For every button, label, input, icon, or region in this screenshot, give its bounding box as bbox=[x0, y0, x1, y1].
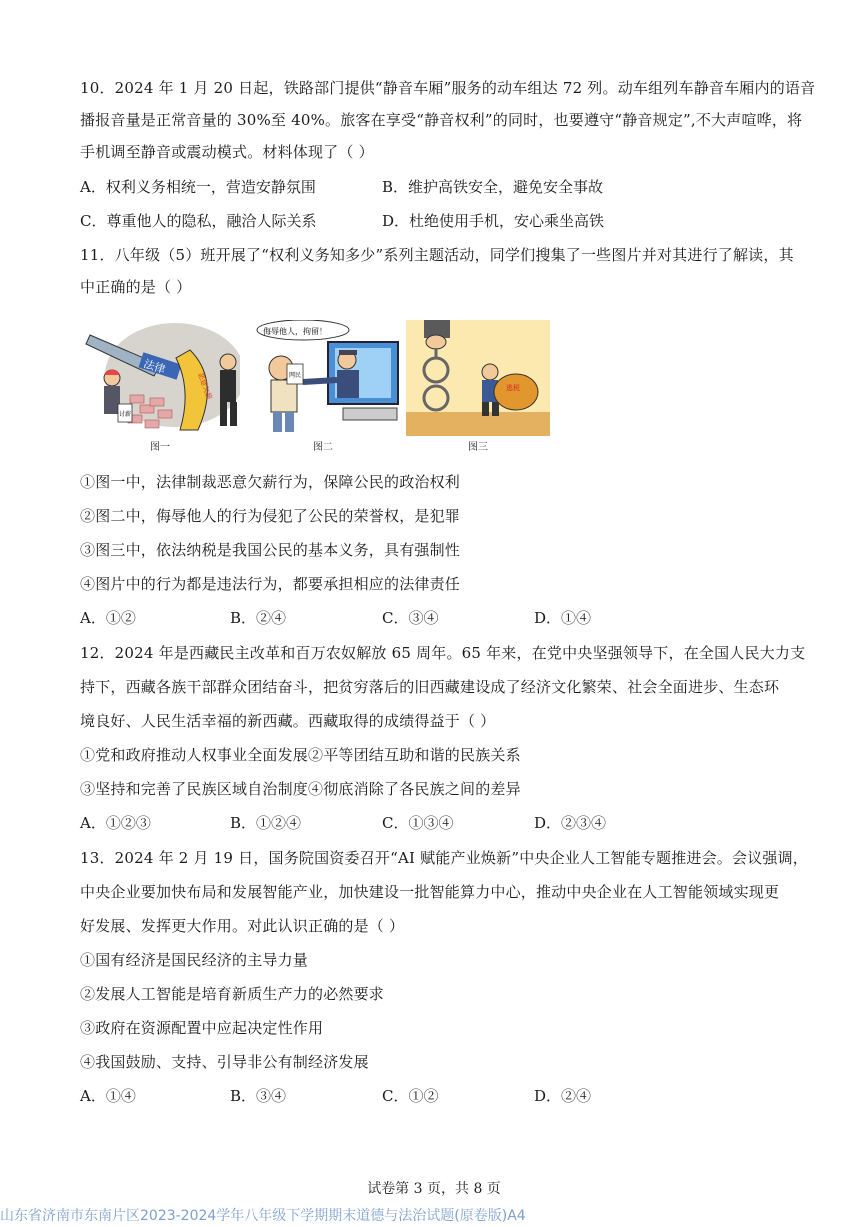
q13-statement-1: ①国有经济是国民经济的主导力量 bbox=[80, 951, 309, 969]
figure-2 bbox=[243, 320, 403, 453]
figure-1 bbox=[80, 320, 240, 453]
q12-option-a: A．①②③ bbox=[80, 814, 151, 832]
q10-option-c: C．尊重他人的隐私，融洽人际关系 bbox=[80, 212, 317, 230]
q12-option-d: D．②③④ bbox=[534, 814, 607, 832]
q13-stem-line-2: 中央企业要加快布局和发展智能产业，加快建设一批智能算力中心，推动中央企业在人工智能领域实现更 bbox=[80, 883, 780, 901]
figure-1-cartoon bbox=[80, 320, 240, 436]
q10-stem-line-2: 播报音量是正常音量的 30%至 40%。旅客在享受“静音权利”的同时，也要遵守“静音规定”,不大声喧哗，将 bbox=[80, 111, 803, 129]
q13-stem-line-1: 13．2024 年 2 月 19 日，国务院国资委召开“AI 赋能产业焕新”中央企业人工智能专题推进会。会议强调， bbox=[80, 849, 808, 867]
fig1-malicious-wage-label: 恶意欠薪 bbox=[196, 371, 214, 401]
q11-statement-3: ③图三中，依法纳税是我国公民的基本义务，具有强制性 bbox=[80, 541, 461, 559]
q13-option-a: A．①④ bbox=[80, 1087, 136, 1105]
q13-statement-2: ②发展人工智能是培育新质生产力的必然要求 bbox=[80, 985, 385, 1003]
q12-stem-line-2: 持下，西藏各族干部群众团结奋斗，把贫穷落后的旧西藏建设成了经济文化繁荣、社会全面进步、生态环 bbox=[80, 678, 780, 696]
q13-stem-line-3: 好发展、发挥更大作用。对此认识正确的是（ ） bbox=[80, 917, 405, 935]
q10-stem-line-3: 手机调至静音或震动模式。材料体现了（ ） bbox=[80, 143, 374, 161]
q12-stem-line-3: 境良好、人民生活幸福的新西藏。西藏取得的成绩得益于（ ） bbox=[80, 712, 496, 730]
q10-option-d: D．杜绝使用手机，安心乘坐高铁 bbox=[382, 212, 605, 230]
q11-option-a: A．①② bbox=[80, 609, 136, 627]
q13-option-d: D．②④ bbox=[534, 1087, 592, 1105]
q13-option-b: B．③④ bbox=[230, 1087, 287, 1105]
q11-option-c: C．③④ bbox=[382, 609, 439, 627]
figure-2-caption: 图二 bbox=[313, 442, 333, 453]
q11-stem-line-2: 中正确的是（ ） bbox=[80, 278, 192, 296]
figure-3 bbox=[406, 320, 550, 453]
q11-stem-line-1: 11．八年级（5）班开展了“权利义务知多少”系列主题活动，同学们搜集了一些图片并对其进行了解读，其 bbox=[80, 246, 794, 264]
cartoon-figures bbox=[80, 320, 550, 452]
q11-statement-1: ①图一中，法律制裁恶意欠薪行为，保障公民的政治权利 bbox=[80, 473, 461, 491]
figure-3-cartoon bbox=[406, 320, 550, 436]
figure-3-caption: 图三 bbox=[468, 442, 488, 453]
q13-option-c: C．①② bbox=[382, 1087, 439, 1105]
fig2-netizen-label: 网民 bbox=[289, 372, 302, 379]
fig3-tax-evasion-label: 逃税 bbox=[506, 384, 520, 392]
q12-statement-line-2: ③坚持和完善了民族区域自治制度④彻底消除了各民族之间的差异 bbox=[80, 780, 521, 798]
q11-option-d: D．①④ bbox=[534, 609, 592, 627]
q12-stem-line-1: 12．2024 年是西藏民主改革和百万农奴解放 65 周年。65 年来，在党中央坚强领导下，在全国人民大力支 bbox=[80, 644, 806, 662]
q12-statement-line-1: ①党和政府推动人权事业全面发展②平等团结互助和谐的民族关系 bbox=[80, 746, 521, 764]
fig1-wage-demand-label: 讨薪 bbox=[119, 411, 132, 418]
q12-option-c: C．①③④ bbox=[382, 814, 454, 832]
q12-option-b: B．①②④ bbox=[230, 814, 302, 832]
page-footer: 试卷第 3 页，共 8 页 bbox=[367, 1181, 501, 1197]
q10-option-a: A．权利义务相统一，营造安静氛围 bbox=[80, 178, 316, 196]
q13-statement-4: ④我国鼓励、支持、引导非公有制经济发展 bbox=[80, 1053, 369, 1071]
figure-1-caption: 图一 bbox=[150, 442, 170, 453]
source-watermark: 山东省济南市东南片区2023-2024学年八年级下学期期末道德与法治试题(原卷版)A4 bbox=[0, 1208, 526, 1224]
fig2-speech-bubble: 侮辱他人，拘留！ bbox=[263, 327, 327, 336]
figure-2-cartoon bbox=[243, 320, 403, 436]
q11-statement-4: ④图片中的行为都是违法行为，都要承担相应的法律责任 bbox=[80, 575, 461, 593]
q13-statement-3: ③政府在资源配置中应起决定性作用 bbox=[80, 1019, 324, 1037]
q11-statement-2: ②图二中，侮辱他人的行为侵犯了公民的荣誉权，是犯罪 bbox=[80, 507, 461, 525]
q10-option-b: B．维护高铁安全，避免安全事故 bbox=[382, 178, 604, 196]
fig1-law-label: 法律 bbox=[142, 357, 167, 377]
q10-stem-line-1: 10．2024 年 1 月 20 日起，铁路部门提供“静音车厢”服务的动车组达 72 列。动车组列车静音车厢内的语音 bbox=[80, 79, 816, 97]
q11-option-b: B．②④ bbox=[230, 609, 287, 627]
